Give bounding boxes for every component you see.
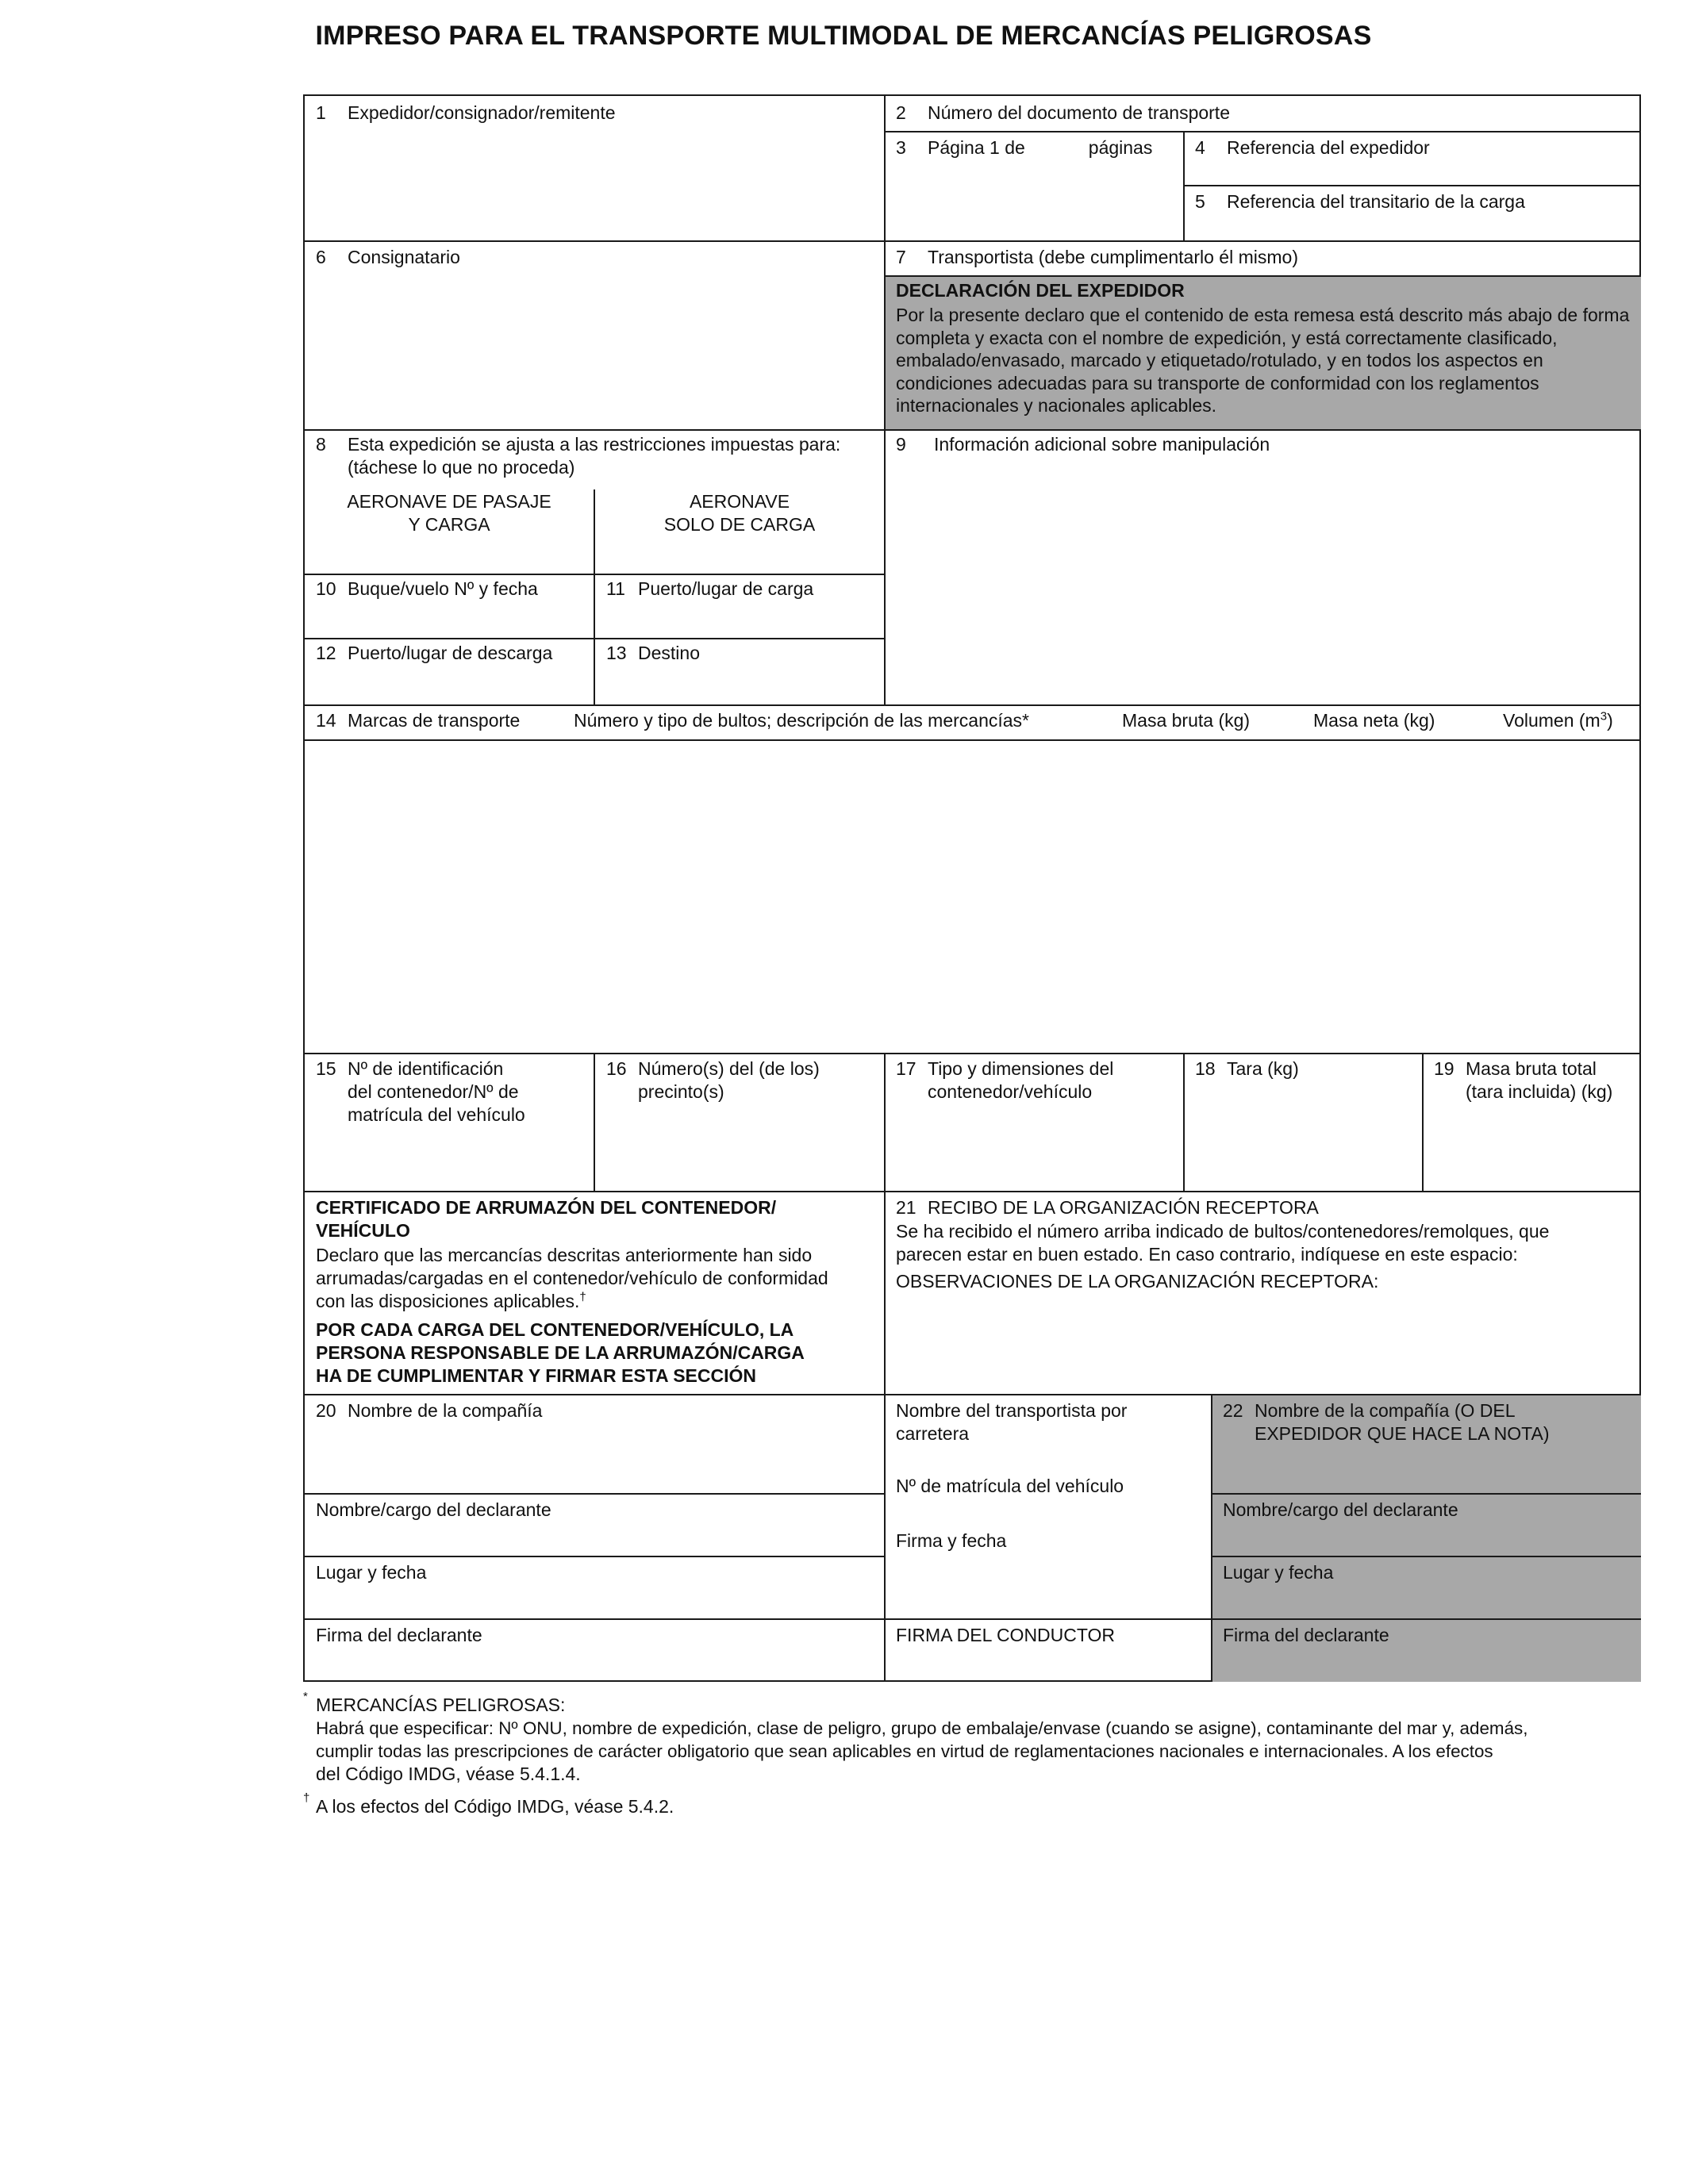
packing-certificate-text: Declaro que las mercancías descritas anteriormente han sido arrumadas/cargadas en el contenedor/vehículo de conformidad con las disposiciones aplicables.† bbox=[316, 1245, 828, 1311]
signature-right[interactable]: Firma del declarante bbox=[1223, 1625, 1389, 1645]
column-volume: Volumen $(m^3)$ bbox=[1503, 709, 1613, 731]
column-packages-description: Número y tipo de bultos; descripción de las mercancías* bbox=[574, 710, 1030, 731]
field-19-total-gross-mass[interactable]: 19 Masa bruta total (tara incluida) (kg) bbox=[1434, 1058, 1613, 1102]
field-6-consignee[interactable]: 6 Consignatario bbox=[316, 247, 460, 267]
field-5-forwarder-reference[interactable]: 5 Referencia del transitario de la carga bbox=[1195, 191, 1525, 212]
field-14-shipping-marks: 14 Marcas de transporte bbox=[316, 710, 521, 731]
receiving-observations[interactable]: OBSERVACIONES DE LA ORGANIZACIÓN RECEPTORA: bbox=[896, 1271, 1379, 1292]
field-8-restrictions: 8 Esta expedición se ajusta a las restricciones impuestas para: bbox=[316, 434, 841, 455]
field-20-company-name[interactable]: 20 Nombre de la compañía bbox=[316, 1400, 543, 1421]
field-21-receiving-receipt: 21 RECIBO DE LA ORGANIZACIÓN RECEPTORA bbox=[896, 1197, 1319, 1218]
place-date-left[interactable]: Lugar y fecha bbox=[316, 1562, 427, 1583]
driver-signature[interactable]: FIRMA DEL CONDUCTOR bbox=[896, 1625, 1116, 1645]
field-12-port-of-discharge[interactable]: 12 Puerto/lugar de descarga bbox=[316, 643, 553, 663]
field-10-vessel-flight[interactable]: 10 Buque/vuelo Nº y fecha bbox=[316, 578, 538, 599]
declaration-text: Por la presente declaro que el contenido de esta remesa está descrito más abajo de forma completa y exacta con el nombre de expedición, y está correctamente clasificado, embalado/envasado, marcado y etiquetado/rotulado, y en todos los aspectos en condiciones adecuadas para su transporte de conformidad con los reglamentos internacionales y nacionales aplicables. bbox=[896, 305, 1630, 416]
field-11-port-of-loading[interactable]: 11 Puerto/lugar de carga bbox=[606, 578, 814, 599]
page-title: IMPRESO PARA EL TRANSPORTE MULTIMODAL DE MERCANCÍAS PELIGROSAS bbox=[315, 21, 1372, 51]
footnote-dangerous-goods: * MERCANCÍAS PELIGROSAS: Habrá que especificar: Nº ONU, nombre de expedición, clase de peligro, grupo de embalaje/envase (cuando se asigne), contaminante del mar y, además, cumplir todas las prescripciones de carácter obligatorio que sean aplicables en virtud de reglamentaciones nacionales e internacionales. A los efectos del Código IMDG, véase 5.4.1.4. bbox=[303, 1690, 1528, 1784]
field-4-shipper-reference[interactable]: 4 Referencia del expedidor bbox=[1195, 137, 1430, 158]
declaration-heading: DECLARACIÓN DEL EXPEDIDOR bbox=[896, 280, 1185, 301]
column-net-mass: Masa neta (kg) bbox=[1313, 710, 1435, 731]
option-cargo-aircraft-only[interactable]: AERONAVE SOLO DE CARGA bbox=[663, 491, 816, 535]
receipt-text: Se ha recibido el número arriba indicado de bultos/contenedores/remolques, que parecen estar en buen estado. En caso contrario, indíquese en este espacio: bbox=[896, 1221, 1550, 1265]
goods-description-area[interactable] bbox=[305, 741, 1641, 1053]
field-8-instruction: (táchese lo que no proceda) bbox=[348, 457, 575, 478]
field-1-consignor[interactable]: 1 Expedidor/consignador/remitente bbox=[316, 102, 616, 123]
packing-certificate-notice: POR CADA CARGA DEL CONTENEDOR/VEHÍCULO, LA PERSONA RESPONSABLE DE LA ARRUMAZÓN/CARGA HA DE CUMPLIMENTAR Y FIRMAR ESTA SECCIÓN bbox=[316, 1319, 805, 1386]
field-22-company-name[interactable]: 22 Nombre de la compañía (O DEL EXPEDIDOR QUE HACE LA NOTA) bbox=[1223, 1400, 1550, 1444]
field-18-tare[interactable]: 18 Tara (kg) bbox=[1195, 1058, 1299, 1079]
haulier-name[interactable]: Nombre del transportista por carretera bbox=[896, 1400, 1128, 1444]
field-3-page-count[interactable]: 3 Página 1 de páginas bbox=[896, 137, 1153, 158]
dangerous-goods-form bbox=[303, 94, 1641, 1682]
column-gross-mass: Masa bruta (kg) bbox=[1122, 710, 1251, 731]
field-2-document-number[interactable]: 2 Número del documento de transporte bbox=[896, 102, 1230, 123]
declarant-name-left[interactable]: Nombre/cargo del declarante bbox=[316, 1499, 551, 1520]
vehicle-registration[interactable]: Nº de matrícula del vehículo bbox=[896, 1476, 1124, 1496]
option-passenger-cargo-aircraft[interactable]: AERONAVE DE PASAJE Y CARGA bbox=[347, 491, 551, 535]
place-date-right[interactable]: Lugar y fecha bbox=[1223, 1562, 1334, 1583]
signature-and-date[interactable]: Firma y fecha bbox=[896, 1530, 1007, 1551]
field-9-handling-info[interactable]: 9 Información adicional sobre manipulación bbox=[896, 434, 1270, 455]
field-13-destination[interactable]: 13 Destino bbox=[606, 643, 700, 663]
footnote-imdg: † A los efectos del Código IMDG, véase 5.4.2. bbox=[303, 1791, 674, 1817]
declarant-name-right[interactable]: Nombre/cargo del declarante bbox=[1223, 1499, 1458, 1520]
signature-left[interactable]: Firma del declarante bbox=[316, 1625, 482, 1645]
field-15-container-id[interactable]: 15 Nº de identificación del contenedor/Nº de matrícula del vehículo bbox=[316, 1058, 525, 1125]
field-16-seal-numbers[interactable]: 16 Número(s) del (de los) precinto(s) bbox=[606, 1058, 820, 1102]
field-17-container-type[interactable]: 17 Tipo y dimensiones del contenedor/vehículo bbox=[896, 1058, 1114, 1102]
field-7-carrier[interactable]: 7 Transportista (debe cumplimentarlo él mismo) bbox=[896, 247, 1298, 267]
packing-certificate-heading: CERTIFICADO DE ARRUMAZÓN DEL CONTENEDOR/ VEHÍCULO bbox=[316, 1197, 777, 1241]
